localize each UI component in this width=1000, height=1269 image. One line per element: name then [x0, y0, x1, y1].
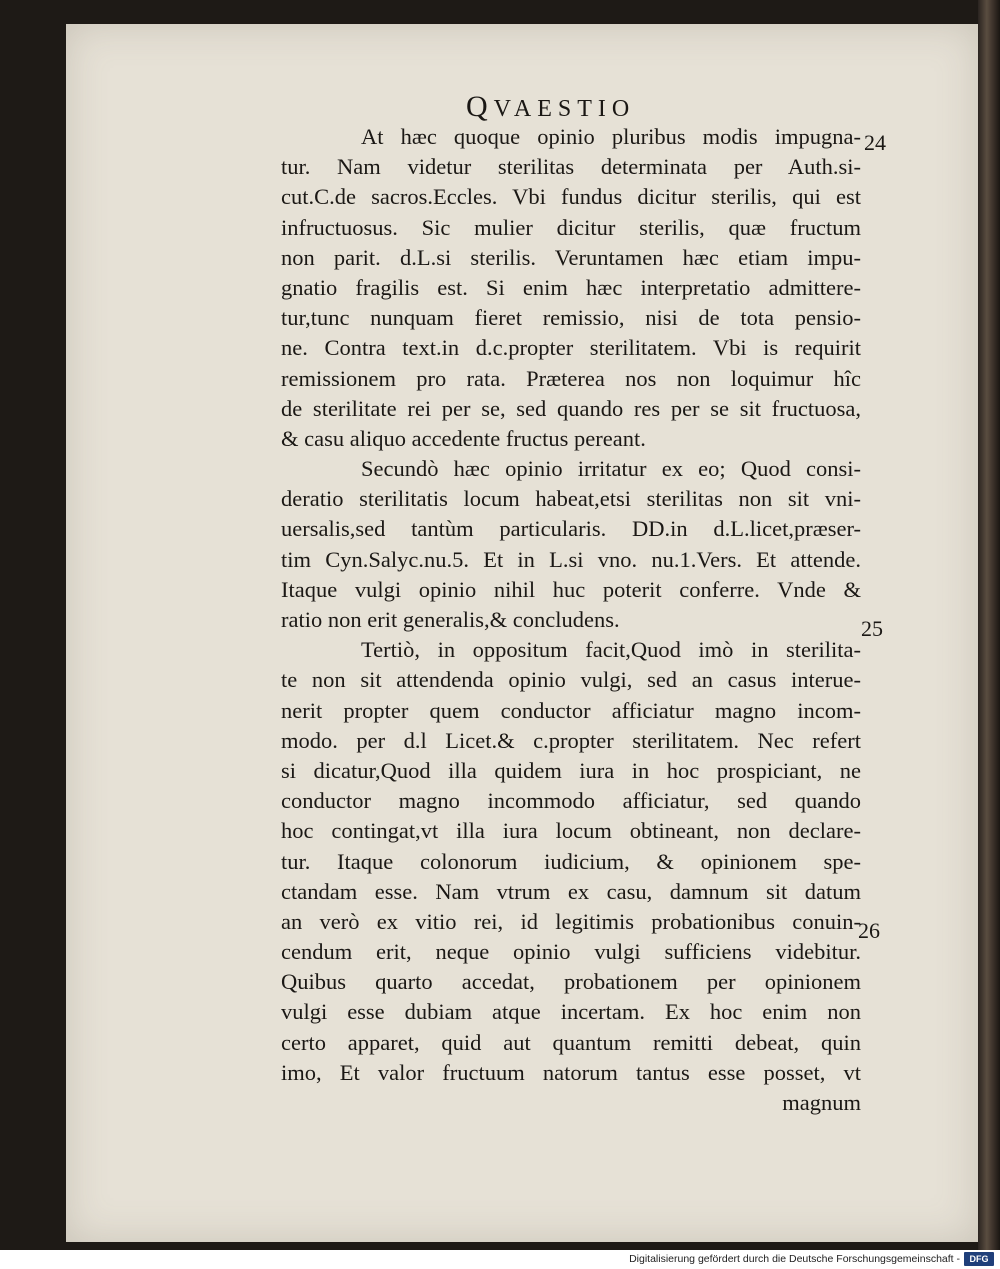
text-line: te non sit attendenda opinio vulgi, sed an casus interue- [281, 667, 861, 693]
text-line: remissionem pro rata. Præterea nos non loquimur hîc [281, 365, 861, 391]
text-line: an verò ex vitio rei, id legitimis probationibus conuin- [281, 908, 861, 934]
text-line: hoc contingat,vt illa iura locum obtineant, non declare- [281, 818, 861, 844]
text-line: Itaque vulgi opinio nihil huc poterit conferre. Vnde & [281, 576, 861, 602]
text-line: Quibus quarto accedat, probationem per opinionem [281, 969, 861, 995]
funding-notice: Digitalisierung gefördert durch die Deutsche Forschungsgemeinschaft - [629, 1253, 960, 1265]
margin-number-26: 26 [858, 918, 880, 943]
text-line: non parit. d.L.si sterilis. Veruntamen hæc etiam impu- [281, 244, 861, 270]
text-line: tur. Nam videtur sterilitas determinata per Auth.si- [281, 154, 861, 180]
text-line: conductor magno incommodo afficiatur, sed quando [281, 788, 861, 814]
text-line: Secundò hæc opinio irritatur ex eo; Quod consi- [361, 456, 861, 482]
text-line: tur. Itaque colonorum iudicium, & opinionem spe- [281, 848, 861, 874]
body-text [281, 122, 861, 1118]
running-head-rest: VAESTIO [493, 96, 636, 122]
text-line: deratio sterilitatis locum habeat,etsi sterilitas non sit vni- [281, 486, 861, 512]
text-line: certo apparet, quid aut quantum remitti debeat, quin [281, 1029, 861, 1055]
text-line: nerit propter quem conductor afficiatur magno incom- [281, 697, 861, 723]
text-line: uersalis,sed tantùm particularis. DD.in d.L.licet,præser- [281, 516, 861, 542]
text-line: & casu aliquo accedente fructus pereant. [281, 425, 646, 451]
margin-number-25: 25 [861, 616, 883, 641]
margin-number-24: 24 [864, 130, 886, 155]
text-line: modo. per d.l Licet.& c.propter sterilitatem. Nec refert [281, 727, 861, 753]
text-line: si dicatur,Quod illa quidem iura in hoc prospiciant, ne [281, 757, 861, 783]
text-line: Tertiò, in oppositum facit,Quod imò in sterilita- [361, 637, 861, 663]
page-content [66, 24, 978, 1242]
text-line: tur,tunc nunquam fieret remissio, nisi de tota pensio- [281, 305, 861, 331]
dfg-logo: DFG [964, 1252, 994, 1266]
running-head [466, 90, 635, 124]
text-line: imo, Et valor fructuum natorum tantus esse posset, vt [281, 1059, 861, 1085]
running-head-initial: Q [466, 90, 494, 123]
book-page [66, 24, 978, 1242]
text-line: gnatio fragilis est. Si enim hæc interpretatio admittere- [281, 274, 861, 300]
catchword: magnum [782, 1090, 861, 1115]
book-edge [978, 0, 1000, 1250]
text-line: cut.C.de sacros.Eccles. Vbi fundus dicitur sterilis, qui est [281, 184, 861, 210]
text-line: de sterilitate rei per se, sed quando res per se sit fructuosa, [281, 395, 861, 421]
text-line: ctandam esse. Nam vtrum ex casu, damnum sit datum [281, 878, 861, 904]
text-line: vulgi esse dubiam atque incertam. Ex hoc enim non [281, 999, 861, 1025]
text-line: tim Cyn.Salyc.nu.5. Et in L.si vno. nu.1.Vers. Et attende. [281, 546, 861, 572]
text-line: At hæc quoque opinio pluribus modis impugna- [361, 124, 861, 149]
text-line: infructuosus. Sic mulier dicitur sterilis, quæ fructum [281, 214, 861, 240]
text-line: ratio non erit generalis,& concludens. [281, 607, 620, 632]
footer-bar [0, 1250, 1000, 1269]
text-line: cendum erit, neque opinio vulgi sufficiens videbitur. [281, 939, 861, 965]
text-line: ne. Contra text.in d.c.propter sterilitatem. Vbi is requirit [281, 335, 861, 361]
